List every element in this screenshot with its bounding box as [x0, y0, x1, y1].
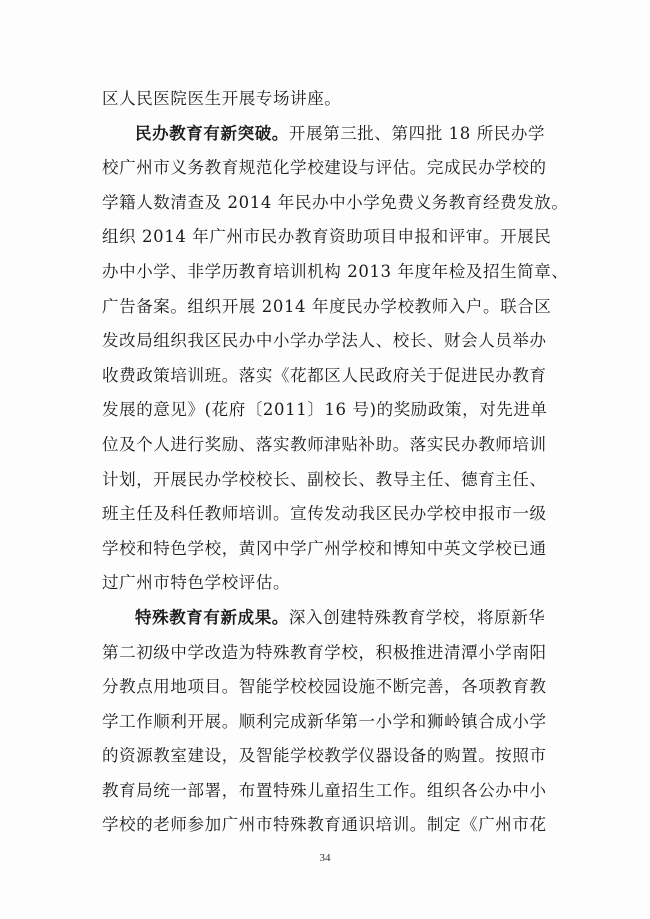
text-line: 位及个人进行奖励、落实教师津贴补助。落实民办教师培训 [102, 434, 547, 454]
text-line: 办中小学、非学历教育培训机构 2013 年度年检及招生简章、 [102, 261, 569, 281]
text-line: 广告备案。组织开展 2014 年度民办学校教师入户。联合区 [102, 296, 552, 316]
text-line: 发展的意见》(花府〔2011〕16 号)的奖励政策，对先进单 [102, 400, 548, 420]
text-line: 过广州市特色学校评估。 [102, 573, 291, 593]
body-text [102, 82, 569, 843]
text-line: 教育局统一部署，布置特殊儿童招生工作。组织各公办中小 [102, 780, 547, 800]
text-fragment: 开展第三批、第四批 18 所民办学 [288, 123, 546, 143]
text-line: 发改局组织我区民办中小学办学法人、校长、财会人员举办 [102, 331, 547, 351]
text-line: 计划，开展民办学校校长、副校长、教导主任、德育主任、 [102, 469, 547, 489]
text-line: 学工作顺利开展。顺利完成新华第一小学和狮岭镇合成小学 [102, 711, 547, 731]
text-line: 第二初级中学改造为特殊教育学校，积极推进清潭小学南阳 [102, 642, 547, 662]
text-line: 的资源教室建设，及智能学校教学仪器设备的购置。按照市 [102, 746, 547, 766]
text-line: 收费政策培训班。落实《花都区人民政府关于促进民办教育 [102, 365, 547, 385]
text-line: 学校的老师参加广州市特殊教育通识培训。制定《广州市花 [102, 815, 547, 835]
paragraph-heading: 特殊教育有新成果。 [135, 607, 289, 627]
paragraph-special-education [102, 601, 552, 843]
paragraph-continuation [102, 82, 552, 117]
text-line [102, 601, 552, 636]
text-line: 班主任及科任教师培训。宣传发动我区民办学校申报市一级 [102, 504, 547, 524]
paragraph-heading: 民办教育有新突破。 [135, 123, 289, 143]
text-fragment: 深入创建特殊教育学校，将原新华 [288, 607, 546, 627]
text-line: 学校和特色学校，黄冈中学广州学校和博知中英文学校已通 [102, 538, 547, 558]
text-line: 校广州市义务教育规范化学校建设与评估。完成民办学校的 [102, 158, 547, 178]
text-line [102, 117, 552, 152]
text-line: 分教点用地项目。智能学校校园设施不断完善，各项教育教 [102, 677, 547, 697]
page-number: 34 [319, 852, 331, 864]
text-line: 组织 2014 年广州市民办教育资助项目申报和评审。开展民 [102, 227, 552, 247]
text-line: 区人民医院医生开展专场讲座。 [102, 89, 342, 108]
text-line: 学籍人数清查及 2014 年民办中小学免费义务教育经费发放。 [102, 192, 569, 212]
paragraph-private-education [102, 117, 569, 601]
